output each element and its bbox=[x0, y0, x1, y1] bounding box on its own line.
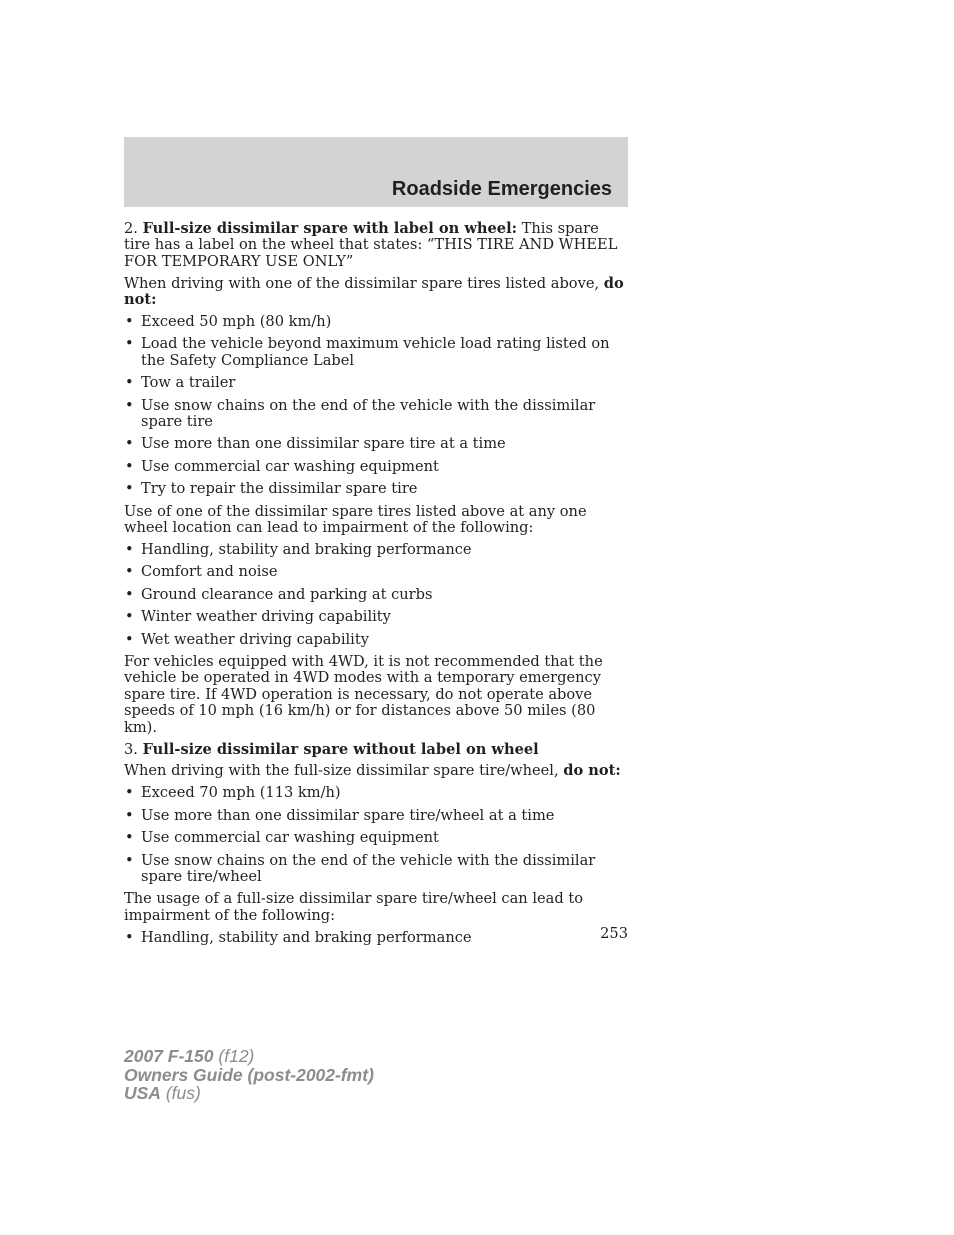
footer-line-1 bbox=[124, 1047, 374, 1066]
list-item: • Load the vehicle beyond maximum vehicle load rating listed on the Safety Compliance Label bbox=[124, 336, 628, 369]
footer-line-2 bbox=[124, 1066, 374, 1085]
list-item: • Exceed 50 mph (80 km/h) bbox=[124, 314, 628, 330]
footer-model: 2007 F-150 bbox=[124, 1046, 214, 1066]
page-number: 253 bbox=[600, 925, 628, 942]
impairment-intro-2: The usage of a full-size dissimilar spare tire/wheel can lead to impairment of the following: bbox=[124, 890, 583, 924]
footer-market-code: (fus) bbox=[165, 1083, 201, 1103]
footer-model-code: (f12) bbox=[218, 1046, 255, 1066]
section-2-text: This spare tire has a label on the wheel that states: “THIS TIRE AND WHEEL FOR TEMPORARY USE ONLY” bbox=[124, 220, 618, 270]
list-item: • Use snow chains on the end of the vehicle with the dissimilar spare tire bbox=[124, 398, 628, 431]
donot-intro-1-bold: do not: bbox=[124, 274, 624, 309]
page-body bbox=[124, 221, 628, 952]
footer-guide: Owners Guide (post-2002-fmt) bbox=[124, 1064, 374, 1085]
donot-intro-1 bbox=[124, 276, 628, 309]
list-item: • Comfort and noise bbox=[124, 564, 628, 580]
section-2-heading: Full-size dissimilar spare with label on wheel: bbox=[142, 220, 518, 237]
list-item: • Use snow chains on the end of the vehicle with the dissimilar spare tire/wheel bbox=[124, 853, 628, 886]
section-3-number: 3. bbox=[124, 740, 138, 758]
section-2-paragraph bbox=[124, 221, 628, 270]
list-item: • Tow a trailer bbox=[124, 375, 628, 391]
impairment-list-2 bbox=[124, 930, 628, 946]
list-item: • Use more than one dissimilar spare tire at a time bbox=[124, 436, 628, 452]
section-title: Roadside Emergencies bbox=[391, 178, 612, 200]
list-item: • Exceed 70 mph (113 km/h) bbox=[124, 785, 628, 801]
donot-intro-2 bbox=[124, 763, 628, 779]
donot-list-1 bbox=[124, 314, 628, 498]
donot-list-2 bbox=[124, 785, 628, 885]
footer-line-3 bbox=[124, 1084, 374, 1103]
list-item: • Winter weather driving capability bbox=[124, 609, 628, 625]
list-item: • Ground clearance and parking at curbs bbox=[124, 587, 628, 603]
list-item: • Use more than one dissimilar spare tire/wheel at a time bbox=[124, 808, 628, 824]
impairment-list-1 bbox=[124, 542, 628, 648]
document-footer bbox=[124, 1047, 374, 1103]
list-item: • Handling, stability and braking performance bbox=[124, 930, 628, 946]
list-item: • Try to repair the dissimilar spare tire bbox=[124, 481, 628, 497]
section-3-paragraph bbox=[124, 742, 628, 758]
donot-intro-1-text: When driving with one of the dissimilar spare tires listed above, bbox=[124, 274, 600, 292]
section-2-number: 2. bbox=[124, 220, 138, 237]
fourwd-note: For vehicles equipped with 4WD, it is not recommended that the vehicle be operated in 4WD modes with a temporary emergency spare tire. If 4WD operation is necessary, do not operate above speeds of 10 mph (16 km/h) or for distances above 50 miles (80 km). bbox=[124, 653, 603, 736]
impairment-intro-1: Use of one of the dissimilar spare tires listed above at any one wheel location can lead to impairment of the following: bbox=[124, 502, 587, 537]
list-item: • Use commercial car washing equipment bbox=[124, 830, 628, 846]
donot-intro-2-bold: do not: bbox=[563, 762, 621, 780]
list-item: • Wet weather driving capability bbox=[124, 632, 628, 648]
section-3-heading: Full-size dissimilar spare without label on wheel bbox=[142, 740, 539, 758]
footer-market: USA bbox=[124, 1083, 161, 1103]
list-item: • Use commercial car washing equipment bbox=[124, 459, 628, 475]
section-header-band bbox=[124, 137, 628, 207]
donot-intro-2-text: When driving with the full-size dissimilar spare tire/wheel, bbox=[124, 762, 559, 780]
list-item: • Handling, stability and braking performance bbox=[124, 542, 628, 558]
